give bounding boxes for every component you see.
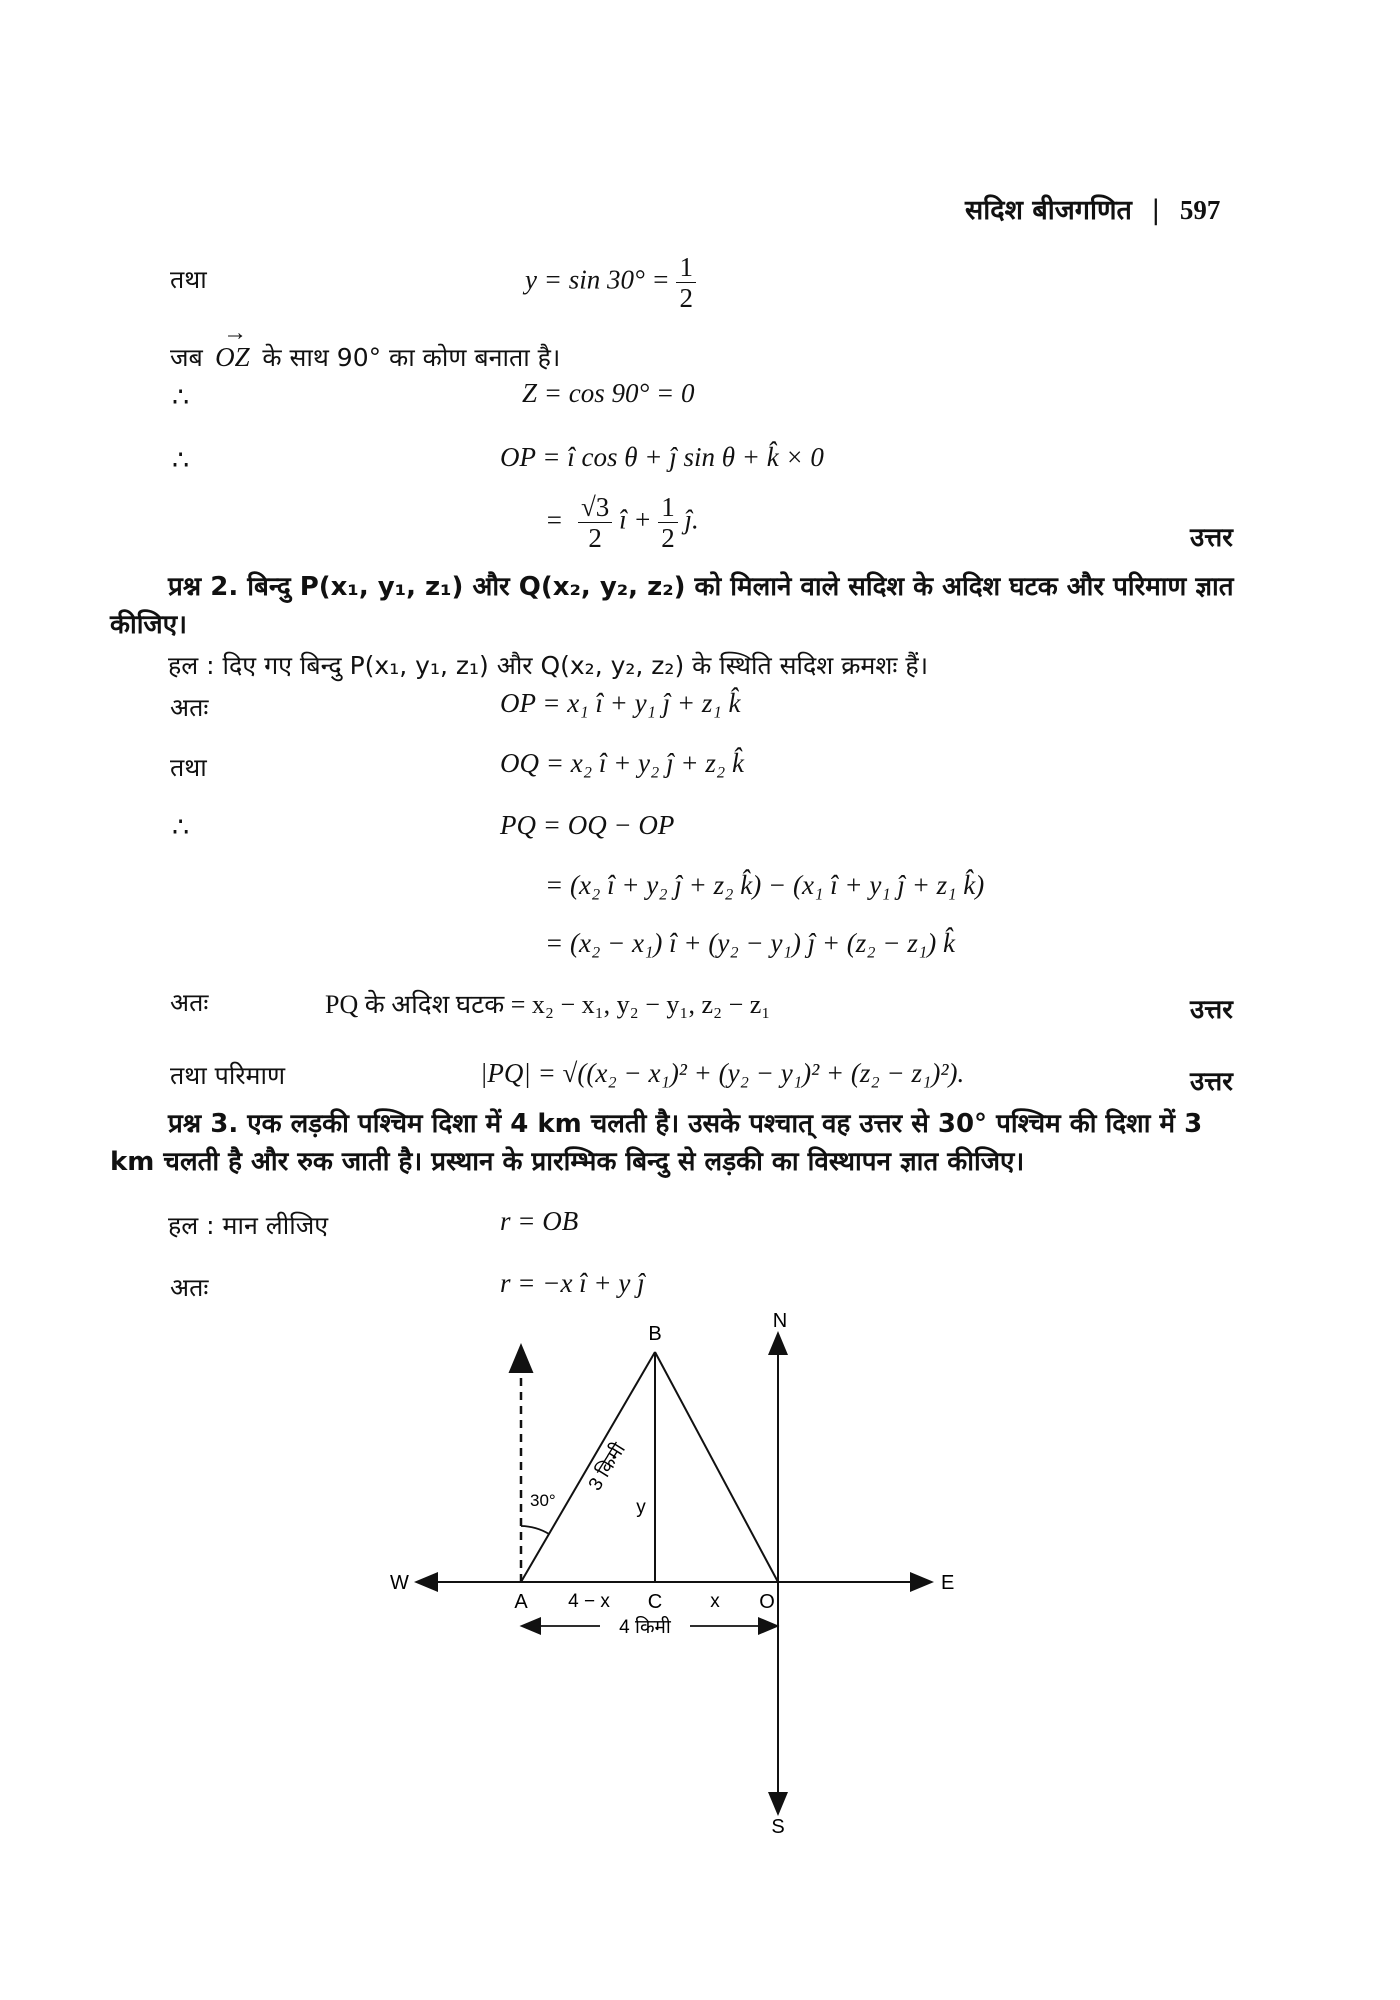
label-side-ab: 3 किमी <box>584 1439 630 1495</box>
label-b: B <box>648 1323 662 1345</box>
j-hat-term: ĵ. <box>684 504 699 535</box>
answer-mark-1: उत्तर <box>1190 523 1233 553</box>
therefore-symbol-3: ∴ <box>172 812 190 842</box>
equation-oq-vector: OQ = x₂ î + y₂ ĵ + z₂ k̂ <box>500 748 745 778</box>
label-tatha-1: तथा <box>170 265 207 294</box>
segment-bo <box>655 1352 778 1582</box>
equation-pq-expanded: = (x₂ î + y₂ ĵ + z₂ k̂) − (x₁ î + y₁ ĵ + z₁ k̂) <box>545 870 985 900</box>
label-tatha-2: तथा <box>170 753 207 782</box>
fraction-num: 1 <box>658 492 678 523</box>
fraction-num: 1 <box>676 252 696 283</box>
equation-r-ob: r = OB <box>500 1206 579 1236</box>
equation-r-components: r = −x î + y ĵ <box>500 1268 645 1298</box>
label-w: W <box>390 1572 409 1594</box>
question-2-solution-intro: हल : दिए गए बिन्दु P(x₁, y₁, z₁) और Q(x₂, y₂, z₂) के स्थिति सदिश क्रमशः हैं। <box>168 651 929 680</box>
answer-mark-2: उत्तर <box>1190 995 1233 1025</box>
label-e: E <box>941 1572 955 1594</box>
label-y: y <box>636 1497 646 1518</box>
i-hat-term: î + <box>619 504 652 535</box>
label-x: x <box>710 1591 720 1612</box>
scalar-components: PQ के अदिश घटक = x₂ − x₁, y₂ − y₁, z₂ − z₁ <box>325 990 771 1019</box>
label-ata-2: अतः <box>170 988 209 1017</box>
equals-sign: = <box>545 504 564 535</box>
equation-y-text: y = sin 30° = <box>525 264 670 295</box>
therefore-symbol-2: ∴ <box>172 445 190 475</box>
equation-z-cos90: Z = cos 90° = 0 <box>522 378 695 408</box>
angle-arc <box>521 1526 549 1534</box>
answer-mark-3: उत्तर <box>1190 1067 1233 1097</box>
fraction-den: 2 <box>679 283 693 313</box>
equation-magnitude: |PQ| = √((x₂ − x₁)² + (y₂ − y₁)² + (z₂ − z₁)²). <box>480 1058 965 1088</box>
fraction-num: √3 <box>578 492 612 523</box>
equation-pq-components: = (x₂ − x₁) î + (y₂ − y₁) ĵ + (z₂ − z₁) k̂ <box>545 928 956 958</box>
header-separator: | <box>1151 195 1161 226</box>
question-3-title: प्रश्न 3. एक लड़की पश्चिम दिशा में 4 km चलती है। उसके पश्चात् वह उत्तर से 30° पश्चिम की दिशा में 3 km चलती है और रुक जाती है। प्रस्थान के प्रारम्भिक बिन्दु से लड़की का विस्थापन ज्ञात कीजिए। <box>110 1109 1203 1177</box>
jab-rest: के साथ 90° का कोण बनाता है। <box>262 343 561 372</box>
vector-arrow-icon: → <box>223 320 248 346</box>
label-s: S <box>771 1816 785 1838</box>
label-ata-1: अतः <box>170 693 209 722</box>
equation-pq-diff: PQ = OQ − OP <box>500 810 675 840</box>
label-tatha-parimaan: तथा परिमाण <box>170 1061 286 1090</box>
label-ata-3: अतः <box>170 1273 209 1302</box>
label-c: C <box>647 1591 663 1613</box>
label-a: A <box>514 1591 528 1613</box>
fraction-den: 2 <box>661 523 675 553</box>
equation-op-theta: OP = î cos θ + ĵ sin θ + k̂ × 0 <box>500 442 824 472</box>
label-angle: 30° <box>530 1491 556 1510</box>
fraction-den: 2 <box>588 523 602 553</box>
equation-op-vector: OP = x₁ î + y₁ ĵ + z₁ k̂ <box>500 688 741 718</box>
label-4-km: 4 किमी <box>619 1617 671 1638</box>
chapter-title: सदिश बीजगणित <box>965 195 1132 226</box>
question-2-title: प्रश्न 2. बिन्दु P(x₁, y₁, z₁) और Q(x₂, y₂, z₂) को मिलाने वाले सदिश के अदिश घटक और परिमाण ज्ञात कीजिए। <box>110 572 1234 640</box>
vector-oz-text: OZ <box>215 342 250 372</box>
word-jab: जब <box>170 343 203 372</box>
segment-ab <box>521 1352 655 1582</box>
page-number: 597 <box>1179 195 1221 225</box>
question-3-solution-intro: हल : मान लीजिए <box>168 1211 329 1240</box>
therefore-symbol-1: ∴ <box>172 382 190 412</box>
label-4-minus-x: 4 − x <box>568 1591 610 1612</box>
label-o: O <box>759 1591 775 1613</box>
label-n: N <box>772 1310 788 1332</box>
